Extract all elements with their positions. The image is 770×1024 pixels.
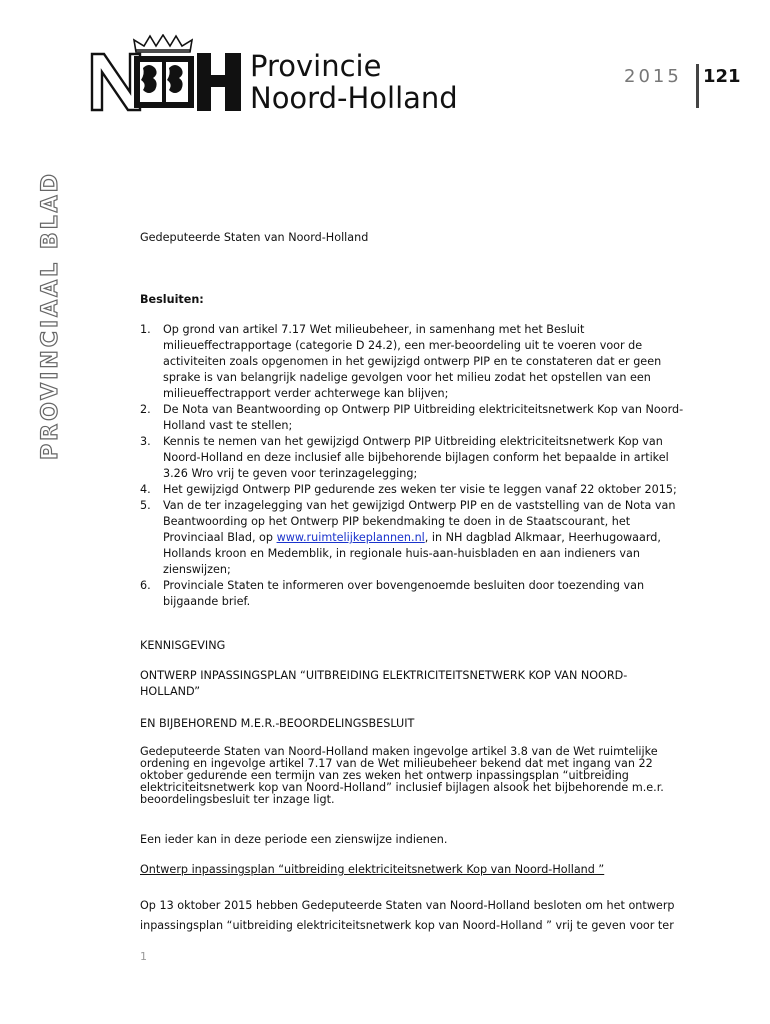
ruimtelijkeplannen-link[interactable]: www.ruimtelijkeplannen.nl <box>276 531 425 544</box>
issue-number: 121 <box>703 66 741 87</box>
plan-subheading: Ontwerp inpassingsplan “uitbreiding elektriciteitsnetwerk Kop van Noord-Holland ” <box>140 863 605 876</box>
decision-item <box>140 402 730 434</box>
org-name-line-2: Noord-Holland <box>250 81 458 115</box>
decision-line: Het gewijzigd Ontwerp PIP gedurende zes weken ter visie te leggen vanaf 22 oktober 2015; <box>163 483 677 496</box>
decision-line: sprake is van belangrijk nadelige gevolgen voor het milieu zodat het opstellen van een <box>163 371 651 384</box>
org-name-line-1: Provincie <box>250 49 382 83</box>
paragraph-line: Op 13 oktober 2015 hebben Gedeputeerde Staten van Noord-Holland besloten om het ontwerp <box>140 899 675 912</box>
decision-number: 4. <box>140 483 151 496</box>
decision-date-paragraph <box>140 896 730 936</box>
header-divider <box>696 64 699 108</box>
plan-title-line-1: ONTWERP INPASSINGSPLAN “UITBREIDING ELEKTRICITEITSNETWERK KOP VAN NOORD- <box>140 669 628 682</box>
decision-line: Holland vast te stellen; <box>163 419 293 432</box>
decision-number: 2. <box>140 403 151 416</box>
decision-line: milieueffectrapportage (categorie D 24.2), een mer-beoordeling uit te voeren voor de <box>163 339 643 352</box>
crown-icon <box>132 34 194 54</box>
link-suffix: , in NH dagblad Alkmaar, Heerhugowaard, <box>424 531 661 544</box>
zienswijze-paragraph: Een ieder kan in deze periode een zienswijze indienen. <box>140 833 448 846</box>
decision-number: 1. <box>140 323 151 336</box>
plan-title-line-2: HOLLAND” <box>140 685 201 698</box>
decision-item <box>140 322 730 402</box>
link-prefix: Provinciaal Blad, op <box>163 531 277 544</box>
notice-title: KENNISGEVING <box>140 639 226 652</box>
decision-line: activiteiten zoals opgenomen in het gewijzigd ontwerp PIP en te constateren dat er geen <box>163 355 662 368</box>
decision-item <box>140 434 730 482</box>
announcement-paragraph <box>140 746 730 806</box>
page-number: 1 <box>140 950 147 963</box>
side-title: PROVINCIAAL BLAD <box>38 171 63 460</box>
decision-line-with-link <box>163 530 730 546</box>
paragraph-line: ordening en ingevolge artikel 7.17 van de Wet milieubeheer bekend dat met ingang van 22 <box>140 757 653 770</box>
decision-line: Noord-Holland en deze inclusief alle bijbehorende bijlagen conform het bepaalde in artikel <box>163 451 669 464</box>
decision-number: 5. <box>140 499 151 512</box>
decision-item <box>140 482 730 498</box>
decision-number: 3. <box>140 435 151 448</box>
decision-line: Provinciale Staten te informeren over bovengenoemde besluiten door toezending van <box>163 579 645 592</box>
sender: Gedeputeerde Staten van Noord-Holland <box>140 231 369 244</box>
paragraph-line: Gedeputeerde Staten van Noord-Holland maken ingevolge artikel 3.8 van de Wet ruimtelijke <box>140 745 658 758</box>
decisions-list <box>140 322 730 610</box>
publication-year: 2015 <box>624 66 682 87</box>
decision-line: Op grond van artikel 7.17 Wet milieubeheer, in samenhang met het Besluit <box>163 323 585 336</box>
besluiten-heading: Besluiten: <box>140 293 204 306</box>
paragraph-line: elektriciteitsnetwerk kop van Noord-Holland” inclusief bijlagen alsook het bijbehorende m.e.r. <box>140 781 664 794</box>
mer-title: EN BIJBEHOREND M.E.R.-BEOORDELINGSBESLUIT <box>140 717 415 730</box>
decision-line: Hollands kroon en Medemblik, in regionale huis-aan-huisbladen en aan indieners van <box>163 547 640 560</box>
nh-coat-of-arms-logo <box>90 52 242 112</box>
decision-line: zienswijzen; <box>163 563 231 576</box>
decision-item <box>140 498 730 578</box>
decision-line: Beantwoording op het Ontwerp PIP bekendmaking te doen in de Staatscourant, het <box>163 515 631 528</box>
decision-number: 6. <box>140 579 151 592</box>
decision-line: 3.26 Wro vrij te geven voor terinzagelegging; <box>163 467 418 480</box>
decision-line: milieueffectrapport verder achterwege kan blijven; <box>163 387 449 400</box>
paragraph-line: inpassingsplan “uitbreiding elektriciteitsnetwerk kop van Noord-Holland ” vrij te geven voor ter <box>140 919 674 932</box>
decision-line: De Nota van Beantwoording op Ontwerp PIP Uitbreiding elektriciteitsnetwerk Kop van Noord- <box>163 403 684 416</box>
decision-line: Kennis te nemen van het gewijzigd Ontwerp PIP Uitbreiding elektriciteitsnetwerk Kop van <box>163 435 663 448</box>
decision-line: Van de ter inzagelegging van het gewijzigd Ontwerp PIP en de vaststelling van de Nota van <box>163 499 676 512</box>
decision-line: bijgaande brief. <box>163 595 251 608</box>
paragraph-line: oktober gedurende een termijn van zes weken het ontwerp inpassingsplan “uitbreiding <box>140 769 629 782</box>
paragraph-line: beoordelingsbesluit ter inzage ligt. <box>140 793 335 806</box>
decision-item <box>140 578 730 610</box>
